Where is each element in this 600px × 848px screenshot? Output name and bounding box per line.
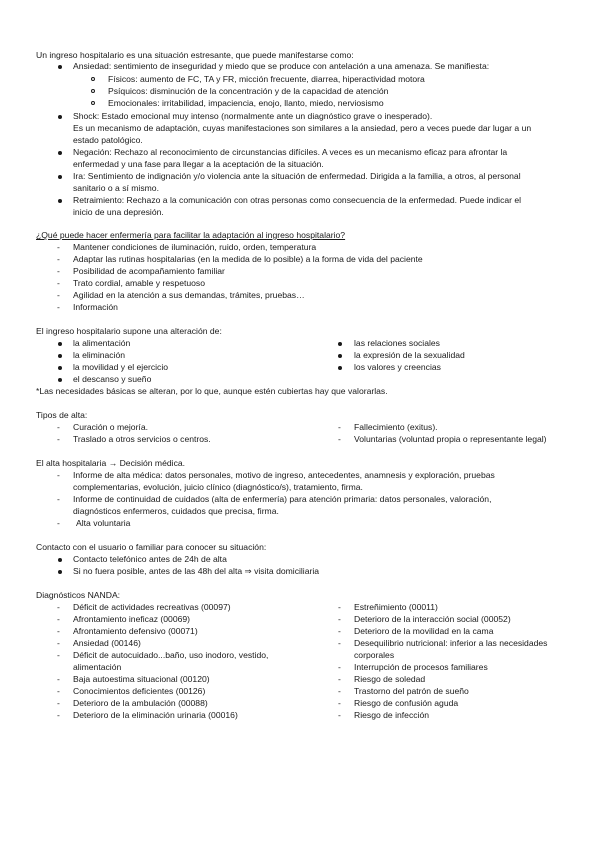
dash-icon: -: [57, 674, 60, 684]
nursing-item: Mantener condiciones de iluminación, ruido, orden, temperatura: [73, 242, 317, 252]
nanda-right-item: Trastorno del patrón de sueño: [354, 686, 469, 696]
bullet-icon: [58, 378, 62, 382]
dash-icon: -: [57, 614, 60, 624]
ansiedad-text: Ansiedad: sentimiento de inseguridad y miedo que se produce con antelación a una amenaza. Se manifiesta:: [73, 61, 490, 71]
nursing-item: Posibilidad de acompañamiento familiar: [73, 266, 225, 276]
dash-icon: -: [338, 698, 341, 708]
bullet-icon: [58, 115, 62, 119]
nursing-item: Agilidad en la atención a sus demandas, trámites, pruebas…: [73, 290, 305, 300]
nanda-right-item-cont: corporales: [354, 650, 395, 660]
shock-text-2: Es un mecanismo de adaptación, cuyas manifestaciones son similares a la ansiedad, pero a veces puede dar lugar a un: [73, 123, 532, 133]
bullet-icon: [338, 366, 342, 370]
bullet-icon: [58, 65, 62, 69]
nanda-left-item: Deterioro de la eliminación urinaria (00016): [73, 710, 238, 720]
dash-icon: -: [338, 710, 341, 720]
alteration-left-item: la movilidad y el ejercicio: [73, 362, 169, 372]
dash-icon: -: [57, 422, 60, 432]
bullet-icon: [58, 354, 62, 358]
bullet-icon: [58, 199, 62, 203]
nanda-left-item: Ansiedad (00146): [73, 638, 141, 648]
nursing-question: ¿Qué puede hacer enfermería para facilitar la adaptación al ingreso hospitalario?: [36, 230, 346, 240]
discharge-item-cont: diagnósticos enfermeros, cuidados que precisa, firma.: [73, 506, 279, 516]
discharge-type-item: Voluntarias (voluntad propia o representante legal): [354, 434, 547, 444]
shock-text-3: estado patológico.: [73, 135, 143, 145]
circle-bullet-icon: [91, 89, 95, 93]
nanda-left-item: Conocimientos deficientes (00126): [73, 686, 206, 696]
bullet-icon: [58, 151, 62, 155]
dash-icon: -: [57, 290, 60, 300]
dash-icon: -: [57, 470, 60, 480]
nanda-right-item: Estreñimiento (00011): [354, 602, 438, 612]
retraimiento-text-1: Retraimiento: Rechazo a la comunicación con otras personas como consecuencia de la enfermedad. Puede indicar el: [73, 195, 522, 205]
dash-icon: -: [57, 254, 60, 264]
nursing-item: Trato cordial, amable y respetuoso: [73, 278, 205, 288]
alteration-left-item: el descanso y sueño: [73, 374, 152, 384]
dash-icon: -: [338, 602, 341, 612]
bullet-icon: [58, 558, 62, 562]
nanda-left-item-cont: alimentación: [73, 662, 122, 672]
bullet-icon: [338, 354, 342, 358]
nanda-right-item: Riesgo de confusión aguda: [354, 698, 459, 708]
dash-icon: -: [57, 434, 60, 444]
ansiedad-sub-1: Físicos: aumento de FC, TA y FR, micción frecuente, diarrea, hiperactividad motora: [108, 74, 425, 84]
dash-icon: -: [338, 626, 341, 636]
dash-icon: -: [57, 710, 60, 720]
dash-icon: -: [57, 278, 60, 288]
dash-icon: -: [57, 242, 60, 252]
ansiedad-sub-2: Psíquicos: disminución de la concentración y de la capacidad de atención: [108, 86, 389, 96]
nanda-right-item: Riesgo de infección: [354, 710, 430, 720]
dash-icon: -: [57, 518, 60, 528]
retraimiento-text-2: inicio de una depresión.: [73, 207, 164, 217]
discharge-item: Alta voluntaria: [76, 518, 131, 528]
discharge-type-item: Traslado a otros servicios o centros.: [73, 434, 211, 444]
nursing-item: Información: [73, 302, 118, 312]
alteration-right-item: la expresión de la sexualidad: [354, 350, 465, 360]
discharge-item: Informe de continuidad de cuidados (alta de enfermería) para atención primaria: datos personales, valoración,: [73, 494, 492, 504]
dash-icon: -: [57, 266, 60, 276]
discharge-type-item: Curación o mejoría.: [73, 422, 148, 432]
nanda-left-item: Déficit de autocuidado...baño, uso inodoro, vestido,: [73, 650, 269, 660]
contact-heading: Contacto con el usuario o familiar para conocer su situación:: [36, 542, 267, 552]
ansiedad-sub-3: Emocionales: irritabilidad, impaciencia, enojo, llanto, miedo, nerviosismo: [108, 98, 384, 108]
dash-icon: -: [57, 686, 60, 696]
bullet-icon: [58, 366, 62, 370]
contact-item: Contacto telefónico antes de 24h de alta: [73, 554, 227, 564]
alteration-left-item: la alimentación: [73, 338, 131, 348]
ira-text-2: sanitario o a sí mismo.: [73, 183, 159, 193]
dash-icon: -: [338, 434, 341, 444]
nanda-right-item: Desequilibrio nutricional: inferior a las necesidades: [354, 638, 548, 648]
nursing-item: Adaptar las rutinas hospitalarias (en la medida de lo posible) a la forma de vida del paciente: [73, 254, 423, 264]
bullet-icon: [58, 570, 62, 574]
alteration-heading: El ingreso hospitalario supone una alteración de:: [36, 326, 222, 336]
discharge-type-item: Fallecimiento (exitus).: [354, 422, 438, 432]
alteration-right-item: los valores y creencias: [354, 362, 441, 372]
dash-icon: -: [57, 494, 60, 504]
dash-icon: -: [338, 674, 341, 684]
nanda-left-item: Déficit de actividades recreativas (00097): [73, 602, 231, 612]
dash-icon: -: [338, 662, 341, 672]
nanda-right-item: Riesgo de soledad: [354, 674, 426, 684]
nanda-left-item: Afrontamiento defensivo (00071): [73, 626, 198, 636]
shock-text-1: Shock: Estado emocional muy intenso (normalmente ante un diagnóstico grave o inesperado).: [73, 111, 433, 121]
nanda-left-item: Baja autoestima situacional (00120): [73, 674, 210, 684]
dash-icon: -: [57, 650, 60, 660]
bullet-icon: [58, 342, 62, 346]
bullet-icon: [58, 175, 62, 179]
nanda-left-item: Deterioro de la ambulación (00088): [73, 698, 208, 708]
discharge-item-cont: complementarias, evolución, juicio clínico (diagnóstico/s), tratamiento, firma.: [73, 482, 363, 492]
nanda-right-item: Deterioro de la movilidad en la cama: [354, 626, 494, 636]
dash-icon: -: [338, 686, 341, 696]
negacion-text-2: enfermedad y una fase para llegar a la aceptación de la situación.: [73, 159, 324, 169]
dash-icon: -: [338, 638, 341, 648]
nanda-left-item: Afrontamiento ineficaz (00069): [73, 614, 191, 624]
nanda-right-item: Deterioro de la interacción social (00052): [354, 614, 511, 624]
dash-icon: -: [57, 302, 60, 312]
discharge-types-heading: Tipos de alta:: [36, 410, 88, 420]
alteration-note: *Las necesidades básicas se alteran, por lo que, aunque estén cubiertas hay que valorarlas.: [36, 386, 388, 396]
dash-icon: -: [338, 614, 341, 624]
circle-bullet-icon: [91, 77, 95, 81]
dash-icon: -: [57, 698, 60, 708]
nanda-right-item: Interrupción de procesos familiares: [354, 662, 488, 672]
dash-icon: -: [57, 602, 60, 612]
nanda-heading: Diagnósticos NANDA:: [36, 590, 121, 600]
bullet-icon: [338, 342, 342, 346]
ira-text-1: Ira: Sentimiento de indignación y/o violencia ante la situación de enfermedad. Dirigida a la familia, a otros, al personal: [73, 171, 521, 181]
negacion-text-1: Negación: Rechazo al reconocimiento de circunstancias difíciles. A veces es un mecanismo eficaz para afrontar la: [73, 147, 508, 157]
alteration-right-item: las relaciones sociales: [354, 338, 440, 348]
discharge-heading: El alta hospitalaria → Decisión médica.: [36, 458, 186, 468]
intro-text: Un ingreso hospitalario es una situación estresante, que puede manifestarse como:: [36, 50, 354, 60]
dash-icon: -: [338, 422, 341, 432]
contact-item: Si no fuera posible, antes de las 48h del alta ⇒ visita domiciliaria: [73, 566, 320, 576]
alteration-left-item: la eliminación: [73, 350, 126, 360]
circle-bullet-icon: [91, 101, 95, 105]
dash-icon: -: [57, 626, 60, 636]
dash-icon: -: [57, 638, 60, 648]
discharge-item: Informe de alta médica: datos personales, motivo de ingreso, antecedentes, anamnesis y exploración, pruebas: [73, 470, 495, 480]
